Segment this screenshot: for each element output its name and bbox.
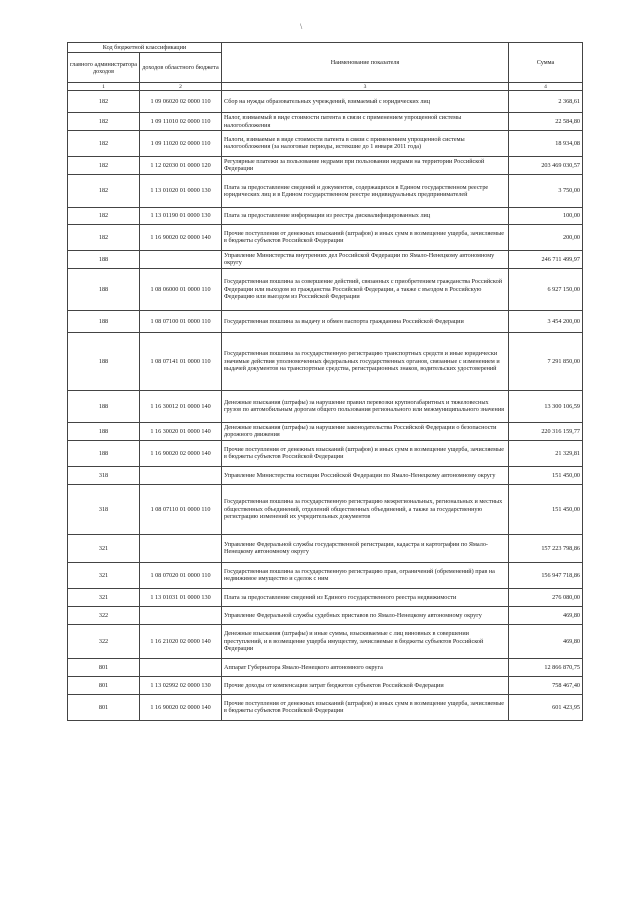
sum-cell: 601 423,95 — [509, 694, 583, 720]
indicator-name-cell: Налоги, взимаемые в виде стоимости патента в связи с применением упрощенной системы налогообложения (за налоговые периоды, истекшие до 1 января 2011 года) — [222, 130, 509, 156]
sum-cell: 246 711 499,97 — [509, 250, 583, 268]
admin-code-cell: 188 — [68, 268, 140, 310]
revenue-code-cell: 1 16 90020 02 0000 140 — [140, 694, 222, 720]
admin-code-cell: 182 — [68, 130, 140, 156]
table-row — [68, 310, 583, 332]
indicator-name-cell: Управление Федеральной службы государственной регистрации, кадастра и картографии по Ямало-Ненецкому автономному округу — [222, 534, 509, 562]
sum-cell: 157 223 798,86 — [509, 534, 583, 562]
table-row — [68, 207, 583, 224]
table-body — [68, 91, 583, 721]
revenue-code-cell: 1 13 01031 01 0000 130 — [140, 588, 222, 606]
indicator-name-cell: Государственная пошлина за выдачу и обмен паспорта гражданина Российской Федерации — [222, 310, 509, 332]
admin-code-cell: 801 — [68, 658, 140, 676]
indicator-name-cell: Государственная пошлина за государственную регистрацию прав, ограничений (обременений) прав на недвижимое имущество и сделок с ним — [222, 562, 509, 588]
table-row — [68, 268, 583, 310]
header-indicator-name: Наименование показателя — [222, 43, 509, 83]
sum-cell: 276 080,00 — [509, 588, 583, 606]
indicator-name-cell: Плата за предоставление информации из реестра дисквалифицированных лиц — [222, 207, 509, 224]
admin-code-cell: 801 — [68, 676, 140, 694]
revenue-code-cell: 1 13 01020 01 0000 130 — [140, 174, 222, 207]
table-row — [68, 113, 583, 131]
header-sum: Сумма — [509, 43, 583, 83]
sum-cell: 100,00 — [509, 207, 583, 224]
admin-code-cell: 321 — [68, 534, 140, 562]
indicator-name-cell: Плата за предоставление сведений и документов, содержащихся в Едином государственном реестре юридических лиц и в Едином государственном реестре индивидуальных предпринимателей — [222, 174, 509, 207]
table-row — [68, 224, 583, 250]
sum-cell: 6 927 150,00 — [509, 268, 583, 310]
revenue-code-cell — [140, 658, 222, 676]
admin-code-cell: 318 — [68, 466, 140, 484]
revenue-code-cell: 1 13 02992 02 0000 130 — [140, 676, 222, 694]
sum-cell: 2 368,61 — [509, 91, 583, 113]
revenue-code-cell: 1 16 30020 01 0000 140 — [140, 422, 222, 440]
revenue-code-cell: 1 08 07100 01 0000 110 — [140, 310, 222, 332]
table-row — [68, 606, 583, 624]
table-row — [68, 624, 583, 658]
indicator-name-cell: Налог, взимаемый в виде стоимости патента в связи с применением упрощенной системы налогообложения — [222, 113, 509, 131]
table-row — [68, 466, 583, 484]
admin-code-cell: 322 — [68, 624, 140, 658]
admin-code-cell: 188 — [68, 440, 140, 466]
table-row — [68, 390, 583, 422]
table-row — [68, 174, 583, 207]
admin-code-cell: 322 — [68, 606, 140, 624]
indicator-name-cell: Регулярные платежи за пользование недрами при пользовании недрами на территории Российской Федерации — [222, 156, 509, 174]
admin-code-cell: 188 — [68, 250, 140, 268]
indicator-name-cell: Сбор на нужды образовательных учреждений, взимаемый с юридических лиц — [222, 91, 509, 113]
admin-code-cell: 182 — [68, 207, 140, 224]
indicator-name-cell: Денежные взыскания (штрафы) за нарушение законодательства Российской Федерации о безопасности дорожного движения — [222, 422, 509, 440]
revenue-code-cell — [140, 534, 222, 562]
indicator-name-cell: Государственная пошлина за совершение действий, связанных с приобретением гражданства Российской Федерации или выходом из гражданства Российской Федерации, а также с въездом в Российскую Федерацию или выездом из Российской Федерации — [222, 268, 509, 310]
revenue-code-cell — [140, 606, 222, 624]
admin-code-cell: 321 — [68, 562, 140, 588]
revenue-code-cell: 1 09 06020 02 0000 110 — [140, 91, 222, 113]
indicator-name-cell: Управление Федеральной службы судебных приставов по Ямало-Ненецкому автономному округу — [222, 606, 509, 624]
revenue-code-cell — [140, 250, 222, 268]
header-revenue-code: доходов областного бюджета — [140, 53, 222, 83]
indicator-name-cell: Плата за предоставление сведений из Единого государственного реестра недвижимости — [222, 588, 509, 606]
revenue-code-cell: 1 08 06000 01 0000 110 — [140, 268, 222, 310]
sum-cell: 3 454 200,00 — [509, 310, 583, 332]
admin-code-cell: 182 — [68, 156, 140, 174]
admin-code-cell: 801 — [68, 694, 140, 720]
index-cell: 2 — [140, 83, 222, 91]
revenue-code-cell: 1 08 07020 01 0000 110 — [140, 562, 222, 588]
table-row — [68, 694, 583, 720]
revenue-code-cell: 1 09 11010 02 0000 110 — [140, 113, 222, 131]
sum-cell: 21 329,81 — [509, 440, 583, 466]
table-row — [68, 534, 583, 562]
indicator-name-cell: Аппарат Губернатора Ямало-Ненецкого автономного округа — [222, 658, 509, 676]
table-row — [68, 332, 583, 390]
revenue-code-cell: 1 09 11020 02 0000 110 — [140, 130, 222, 156]
sum-cell: 22 584,80 — [509, 113, 583, 131]
admin-code-cell: 188 — [68, 422, 140, 440]
admin-code-cell: 182 — [68, 113, 140, 131]
table-row — [68, 440, 583, 466]
header-admin-code: главного администратора доходов — [68, 53, 140, 83]
sum-cell: 3 750,00 — [509, 174, 583, 207]
table-row — [68, 422, 583, 440]
admin-code-cell: 188 — [68, 332, 140, 390]
revenue-table — [67, 42, 583, 721]
indicator-name-cell: Прочие поступления от денежных взысканий (штрафов) и иных сумм в возмещение ущерба, зачисляемые в бюджеты субъектов Российской Федерации — [222, 440, 509, 466]
indicator-name-cell: Управление Министерства внутренних дел Российской Федерации по Ямало-Ненецкому автономному округу — [222, 250, 509, 268]
sum-cell: 151 450,00 — [509, 484, 583, 534]
header-budget-classification: Код бюджетной классификации — [68, 43, 222, 53]
admin-code-cell: 182 — [68, 224, 140, 250]
sum-cell: 469,80 — [509, 624, 583, 658]
revenue-code-cell: 1 12 02030 01 0000 120 — [140, 156, 222, 174]
indicator-name-cell: Денежные взыскания (штрафы) и иные суммы, взыскиваемые с лиц виновных в совершении преступлений, и в возмещение ущерба имуществу, зачисляемые в бюджеты субъектов Российской Федерации — [222, 624, 509, 658]
sum-cell: 203 469 030,57 — [509, 156, 583, 174]
table-row — [68, 676, 583, 694]
table-row — [68, 562, 583, 588]
sum-cell: 13 300 106,59 — [509, 390, 583, 422]
sum-cell: 156 947 718,86 — [509, 562, 583, 588]
admin-code-cell: 318 — [68, 484, 140, 534]
admin-code-cell: 321 — [68, 588, 140, 606]
revenue-code-cell: 1 16 90020 02 0000 140 — [140, 224, 222, 250]
revenue-code-cell: 1 16 30012 01 0000 140 — [140, 390, 222, 422]
admin-code-cell: 182 — [68, 91, 140, 113]
revenue-code-cell: 1 08 07110 01 0000 110 — [140, 484, 222, 534]
index-cell: 3 — [222, 83, 509, 91]
indicator-name-cell: Государственная пошлина за государственную регистрацию межрегиональных, региональных и местных общественных объединений, отделений общественных объединений, а также за государственную регистрацию изменений их учредительных документов — [222, 484, 509, 534]
table-row — [68, 156, 583, 174]
sum-cell: 758 467,40 — [509, 676, 583, 694]
revenue-code-cell: 1 16 21020 02 0000 140 — [140, 624, 222, 658]
table-row — [68, 250, 583, 268]
indicator-name-cell: Управление Министерства юстиции Российской Федерации по Ямало-Ненецкому автономному округу — [222, 466, 509, 484]
indicator-name-cell: Прочие доходы от компенсации затрат бюджетов субъектов Российской Федерации — [222, 676, 509, 694]
sum-cell: 7 291 850,00 — [509, 332, 583, 390]
indicator-name-cell: Денежные взыскания (штрафы) за нарушение правил перевозки крупногабаритных и тяжеловесных грузов по автомобильным дорогам общего пользования регионального или межмуниципального значения — [222, 390, 509, 422]
index-cell: 1 — [68, 83, 140, 91]
sum-cell: 18 934,08 — [509, 130, 583, 156]
index-cell: 4 — [509, 83, 583, 91]
page-mark: \ — [300, 22, 303, 31]
sum-cell: 200,00 — [509, 224, 583, 250]
table-row — [68, 130, 583, 156]
revenue-code-cell: 1 13 01190 01 0000 130 — [140, 207, 222, 224]
admin-code-cell: 188 — [68, 310, 140, 332]
sum-cell: 220 316 159,77 — [509, 422, 583, 440]
revenue-code-cell: 1 16 90020 02 0000 140 — [140, 440, 222, 466]
table-row — [68, 91, 583, 113]
revenue-code-cell — [140, 466, 222, 484]
sum-cell: 151 450,00 — [509, 466, 583, 484]
indicator-name-cell: Прочие поступления от денежных взысканий (штрафов) и иных сумм в возмещение ущерба, зачисляемые в бюджеты субъектов Российской Федерации — [222, 224, 509, 250]
indicator-name-cell: Государственная пошлина за государственную регистрацию транспортных средств и иные юридически значимые действия уполномоченных федеральных государственных органов, связанные с изменением и выдачей документов на транспортные средства, регистрационных знаков, водительских удостоверений — [222, 332, 509, 390]
table-row — [68, 588, 583, 606]
table-row — [68, 658, 583, 676]
admin-code-cell: 188 — [68, 390, 140, 422]
admin-code-cell: 182 — [68, 174, 140, 207]
sum-cell: 12 866 870,75 — [509, 658, 583, 676]
revenue-code-cell: 1 08 07141 01 0000 110 — [140, 332, 222, 390]
indicator-name-cell: Прочие поступления от денежных взысканий (штрафов) и иных сумм в возмещение ущерба, зачисляемые в бюджеты субъектов Российской Федерации — [222, 694, 509, 720]
sum-cell: 469,80 — [509, 606, 583, 624]
table-row — [68, 484, 583, 534]
